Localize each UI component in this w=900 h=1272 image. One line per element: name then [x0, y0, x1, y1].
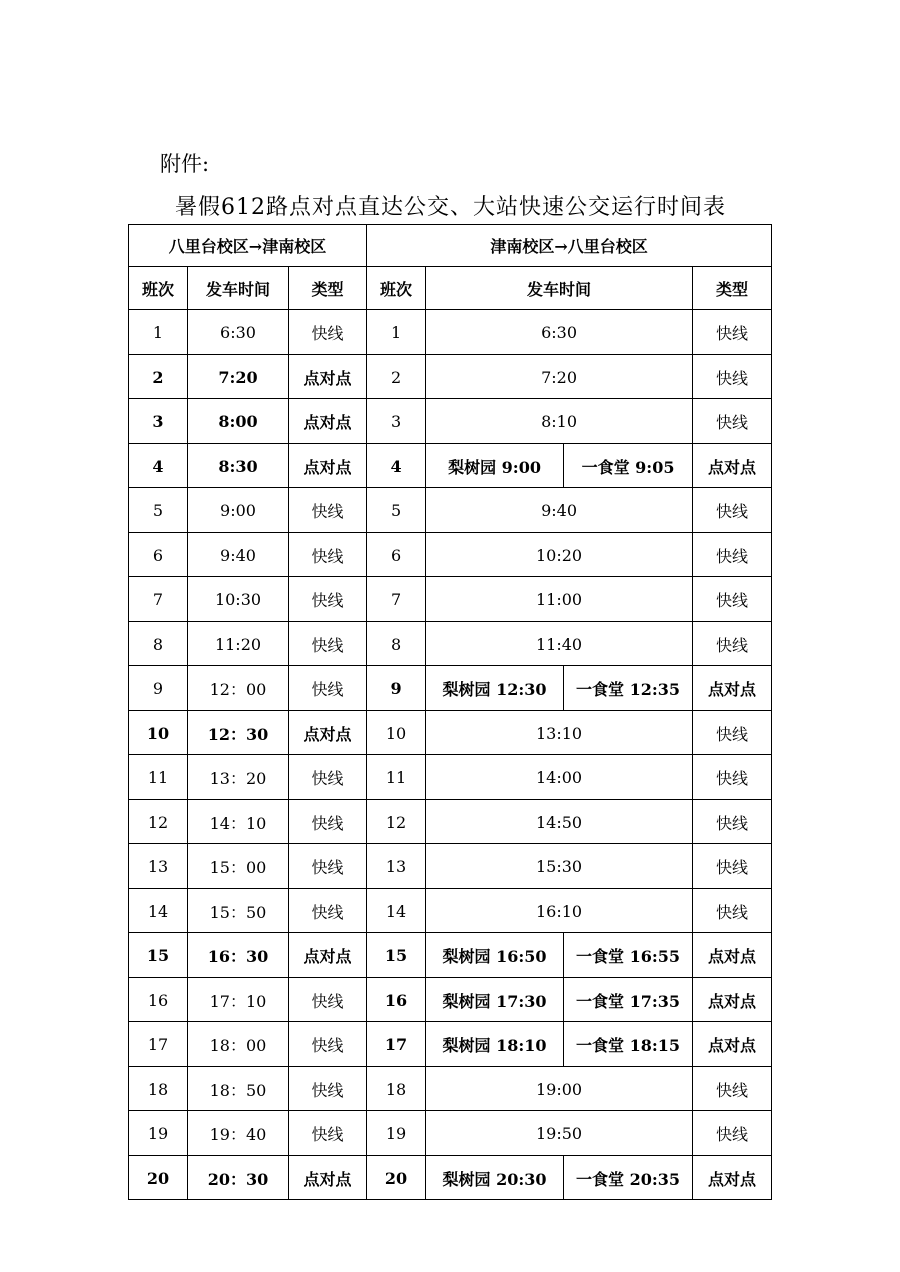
right-stop-canteen-time: 一食堂 20:35 [564, 1155, 693, 1200]
left-trip-type: 快线 [289, 621, 367, 666]
left-departure-time: 14：10 [188, 799, 289, 844]
right-trip-type: 快线 [693, 621, 772, 666]
left-group-header: 八里台校区→津南校区 [129, 225, 367, 267]
table-row [129, 310, 772, 355]
annex-label: 附件: [160, 152, 210, 176]
left-departure-time: 15：00 [188, 844, 289, 889]
right-trip-number: 5 [367, 488, 426, 533]
right-stop-lishuyuan-time: 梨树园 18:10 [426, 1022, 564, 1067]
left-header-type: 类型 [289, 267, 367, 310]
right-trip-type: 快线 [693, 488, 772, 533]
left-header-number: 班次 [129, 267, 188, 310]
right-trip-number: 20 [367, 1155, 426, 1200]
right-trip-type: 快线 [693, 1111, 772, 1156]
left-trip-type: 点对点 [289, 710, 367, 755]
table-row [129, 1155, 772, 1200]
right-trip-number: 11 [367, 755, 426, 800]
table-row [129, 488, 772, 533]
right-trip-type: 点对点 [693, 443, 772, 488]
left-trip-number: 15 [129, 933, 188, 978]
right-trip-type: 点对点 [693, 666, 772, 711]
right-departure-time: 9:40 [426, 488, 693, 533]
right-departure-time: 7:20 [426, 354, 693, 399]
right-stop-lishuyuan-time: 梨树园 20:30 [426, 1155, 564, 1200]
right-trip-number: 18 [367, 1066, 426, 1111]
right-trip-number: 12 [367, 799, 426, 844]
left-departure-time: 9:40 [188, 532, 289, 577]
right-header-number: 班次 [367, 267, 426, 310]
left-departure-time: 16：30 [188, 933, 289, 978]
left-departure-time: 8:00 [188, 399, 289, 444]
right-departure-time: 16:10 [426, 888, 693, 933]
right-trip-number: 10 [367, 710, 426, 755]
left-trip-number: 6 [129, 532, 188, 577]
right-trip-number: 16 [367, 977, 426, 1022]
right-trip-type: 快线 [693, 755, 772, 800]
table-row [129, 710, 772, 755]
right-departure-time: 19:00 [426, 1066, 693, 1111]
right-group-header: 津南校区→八里台校区 [367, 225, 772, 267]
right-trip-type: 快线 [693, 354, 772, 399]
right-stop-lishuyuan-time: 梨树园 16:50 [426, 933, 564, 978]
right-header-type: 类型 [693, 267, 772, 310]
left-trip-type: 快线 [289, 755, 367, 800]
table-row [129, 1022, 772, 1067]
left-trip-number: 13 [129, 844, 188, 889]
right-trip-number: 4 [367, 443, 426, 488]
left-trip-type: 快线 [289, 977, 367, 1022]
left-trip-number: 18 [129, 1066, 188, 1111]
right-trip-number: 7 [367, 577, 426, 622]
right-trip-type: 快线 [693, 888, 772, 933]
right-trip-number: 13 [367, 844, 426, 889]
left-trip-number: 20 [129, 1155, 188, 1200]
table-row [129, 755, 772, 800]
left-trip-number: 9 [129, 666, 188, 711]
left-departure-time: 19：40 [188, 1111, 289, 1156]
left-header-time: 发车时间 [188, 267, 289, 310]
table-row [129, 532, 772, 577]
left-trip-type: 点对点 [289, 443, 367, 488]
left-trip-type: 快线 [289, 666, 367, 711]
left-departure-time: 11:20 [188, 621, 289, 666]
right-stop-lishuyuan-time: 梨树园 12:30 [426, 666, 564, 711]
table-row [129, 844, 772, 889]
table-row [129, 799, 772, 844]
left-trip-type: 点对点 [289, 399, 367, 444]
right-stop-lishuyuan-time: 梨树园 17:30 [426, 977, 564, 1022]
right-departure-time: 13:10 [426, 710, 693, 755]
table-row [129, 1111, 772, 1156]
left-departure-time: 9:00 [188, 488, 289, 533]
left-departure-time: 10:30 [188, 577, 289, 622]
left-trip-number: 8 [129, 621, 188, 666]
left-departure-time: 13：20 [188, 755, 289, 800]
right-trip-type: 快线 [693, 310, 772, 355]
table-row [129, 354, 772, 399]
left-departure-time: 18：00 [188, 1022, 289, 1067]
left-trip-type: 快线 [289, 532, 367, 577]
left-trip-number: 14 [129, 888, 188, 933]
right-departure-time: 11:00 [426, 577, 693, 622]
left-trip-number: 16 [129, 977, 188, 1022]
schedule-table [128, 224, 772, 1200]
left-departure-time: 12：00 [188, 666, 289, 711]
left-trip-number: 10 [129, 710, 188, 755]
right-stop-canteen-time: 一食堂 18:15 [564, 1022, 693, 1067]
group-header-row [129, 225, 772, 267]
right-departure-time: 8:10 [426, 399, 693, 444]
left-trip-number: 3 [129, 399, 188, 444]
left-trip-number: 1 [129, 310, 188, 355]
left-trip-type: 点对点 [289, 933, 367, 978]
left-trip-type: 快线 [289, 888, 367, 933]
table-row [129, 577, 772, 622]
left-departure-time: 15：50 [188, 888, 289, 933]
right-departure-time: 15:30 [426, 844, 693, 889]
table-row [129, 977, 772, 1022]
left-departure-time: 7:20 [188, 354, 289, 399]
left-departure-time: 6:30 [188, 310, 289, 355]
table-row [129, 621, 772, 666]
right-trip-number: 1 [367, 310, 426, 355]
left-departure-time: 18：50 [188, 1066, 289, 1111]
right-trip-number: 8 [367, 621, 426, 666]
left-trip-number: 12 [129, 799, 188, 844]
left-trip-number: 17 [129, 1022, 188, 1067]
left-trip-type: 快线 [289, 844, 367, 889]
right-departure-time: 10:20 [426, 532, 693, 577]
left-trip-number: 7 [129, 577, 188, 622]
left-trip-type: 快线 [289, 1022, 367, 1067]
right-trip-type: 点对点 [693, 977, 772, 1022]
right-trip-type: 快线 [693, 577, 772, 622]
right-stop-canteen-time: 一食堂 9:05 [564, 443, 693, 488]
table-row [129, 1066, 772, 1111]
left-departure-time: 20：30 [188, 1155, 289, 1200]
left-trip-number: 5 [129, 488, 188, 533]
right-trip-number: 15 [367, 933, 426, 978]
left-trip-type: 快线 [289, 488, 367, 533]
table-row [129, 399, 772, 444]
right-trip-type: 点对点 [693, 1155, 772, 1200]
right-trip-number: 3 [367, 399, 426, 444]
right-departure-time: 19:50 [426, 1111, 693, 1156]
right-departure-time: 14:50 [426, 799, 693, 844]
document-title: 暑假612路点对点直达公交、大站快速公交运行时间表 [175, 195, 726, 220]
right-trip-type: 点对点 [693, 1022, 772, 1067]
right-stop-lishuyuan-time: 梨树园 9:00 [426, 443, 564, 488]
right-departure-time: 14:00 [426, 755, 693, 800]
right-trip-number: 19 [367, 1111, 426, 1156]
right-header-time: 发车时间 [426, 267, 693, 310]
right-trip-type: 快线 [693, 1066, 772, 1111]
table-row [129, 933, 772, 978]
left-trip-number: 4 [129, 443, 188, 488]
right-departure-time: 6:30 [426, 310, 693, 355]
right-trip-type: 快线 [693, 710, 772, 755]
left-trip-type: 快线 [289, 799, 367, 844]
table-row [129, 443, 772, 488]
left-trip-type: 快线 [289, 1066, 367, 1111]
left-trip-type: 点对点 [289, 1155, 367, 1200]
left-departure-time: 12：30 [188, 710, 289, 755]
right-stop-canteen-time: 一食堂 16:55 [564, 933, 693, 978]
right-trip-number: 14 [367, 888, 426, 933]
left-trip-type: 快线 [289, 310, 367, 355]
table-row [129, 666, 772, 711]
right-trip-type: 快线 [693, 399, 772, 444]
column-header-row [129, 267, 772, 310]
right-stop-canteen-time: 一食堂 12:35 [564, 666, 693, 711]
table-row [129, 888, 772, 933]
right-trip-type: 快线 [693, 532, 772, 577]
right-trip-type: 快线 [693, 799, 772, 844]
right-trip-number: 2 [367, 354, 426, 399]
right-trip-number: 17 [367, 1022, 426, 1067]
left-trip-type: 快线 [289, 1111, 367, 1156]
right-trip-type: 点对点 [693, 933, 772, 978]
left-trip-type: 点对点 [289, 354, 367, 399]
left-trip-number: 11 [129, 755, 188, 800]
left-trip-type: 快线 [289, 577, 367, 622]
right-trip-number: 6 [367, 532, 426, 577]
right-stop-canteen-time: 一食堂 17:35 [564, 977, 693, 1022]
left-departure-time: 8:30 [188, 443, 289, 488]
right-trip-number: 9 [367, 666, 426, 711]
right-departure-time: 11:40 [426, 621, 693, 666]
right-trip-type: 快线 [693, 844, 772, 889]
left-trip-number: 2 [129, 354, 188, 399]
left-departure-time: 17：10 [188, 977, 289, 1022]
left-trip-number: 19 [129, 1111, 188, 1156]
